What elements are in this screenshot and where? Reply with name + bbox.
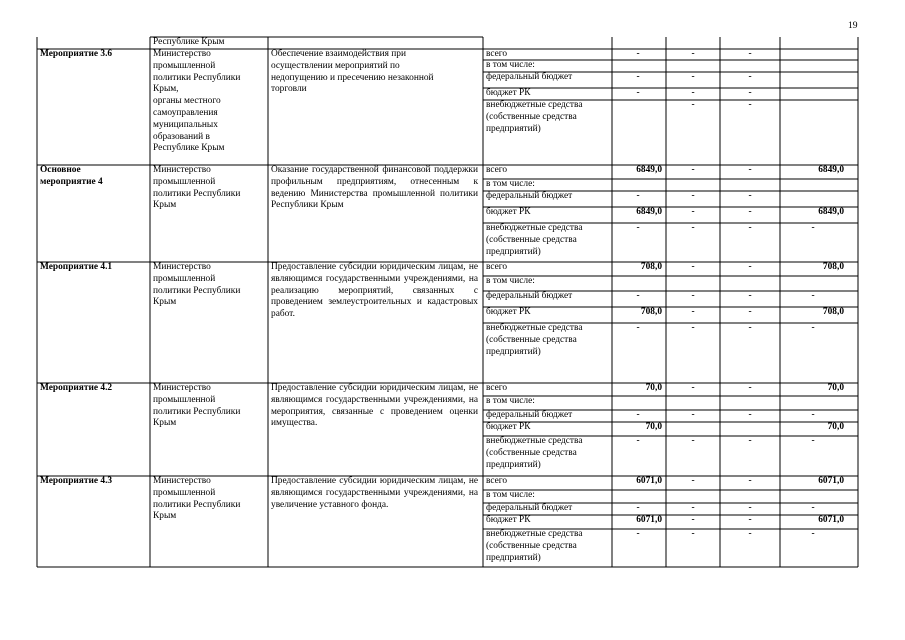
funding-source-label: всего xyxy=(486,165,508,175)
value-4: 6071,0 xyxy=(818,476,844,486)
value-2: - xyxy=(691,436,695,446)
value-4: - xyxy=(811,410,815,420)
funding-source-label: внебюджетные средства (собственные средства предприятий) xyxy=(486,436,583,470)
value-3: - xyxy=(748,72,752,82)
value-3: - xyxy=(748,88,752,98)
funding-source-label: в том числе: xyxy=(486,396,535,406)
value-2: - xyxy=(691,323,695,333)
value-2: - xyxy=(691,383,695,393)
funding-source-label: внебюджетные средства (собственные средства предприятий) xyxy=(486,529,583,563)
value-2: - xyxy=(691,100,695,110)
value-3: - xyxy=(748,207,752,217)
value-2: - xyxy=(691,476,695,486)
value-total: 70,0 xyxy=(645,422,662,432)
value-2: - xyxy=(691,191,695,201)
value-4: 6849,0 xyxy=(818,207,844,217)
activity-name: Мероприятие 4.1 xyxy=(40,262,113,272)
activity-description: Оказание государственной финансовой поддержки профильным предприятиям, отнесенным к ведению Министерства промышленной политики Республики Крым xyxy=(271,165,478,211)
funding-source-label: федеральный бюджет xyxy=(486,291,573,301)
activity-description: Предоставление субсидии юридическим лицам, не являющимся государственными учреждениями, на увеличение уставного фонда. xyxy=(271,476,478,510)
value-2: - xyxy=(691,207,695,217)
value-3: - xyxy=(748,223,752,233)
funding-source-label: в том числе: xyxy=(486,490,535,500)
value-4: 70,0 xyxy=(827,383,844,393)
activity-executor: Министерство промышленной политики Республики Крым xyxy=(153,165,241,211)
value-total: 6849,0 xyxy=(636,207,662,217)
value-2: - xyxy=(691,49,695,59)
value-3: - xyxy=(748,323,752,333)
value-2: - xyxy=(691,223,695,233)
funding-source-label: всего xyxy=(486,383,508,393)
value-4: - xyxy=(811,323,815,333)
value-4: 708,0 xyxy=(822,307,844,317)
value-3: - xyxy=(748,307,752,317)
activity-executor: Министерство промышленной политики Республики Крым, органы местного самоуправления муниципальных образований в Республике Крым xyxy=(153,49,241,154)
value-3: - xyxy=(748,503,752,513)
value-4: 70,0 xyxy=(827,422,844,432)
value-4: 6849,0 xyxy=(818,165,844,175)
funding-source-label: бюджет РК xyxy=(486,422,531,432)
activity-executor: Министерство промышленной политики Республики Крым xyxy=(153,262,241,308)
activity-executor: Министерство промышленной политики Республики Крым xyxy=(153,383,241,429)
funding-source-label: в том числе: xyxy=(486,179,535,189)
value-3: - xyxy=(748,165,752,175)
value-total: - xyxy=(636,436,640,446)
activity-name: Мероприятие 4.3 xyxy=(40,476,113,486)
funding-source-label: внебюджетные средства (собственные средства предприятий) xyxy=(486,223,583,257)
funding-source-label: всего xyxy=(486,49,508,59)
value-2: - xyxy=(691,515,695,525)
funding-source-label: федеральный бюджет xyxy=(486,72,573,82)
value-3: - xyxy=(748,49,752,59)
value-total: - xyxy=(636,529,640,539)
funding-source-label: федеральный бюджет xyxy=(486,503,573,513)
funding-source-label: бюджет РК xyxy=(486,515,531,525)
funding-source-label: в том числе: xyxy=(486,60,535,70)
value-4: - xyxy=(811,529,815,539)
value-total: - xyxy=(636,291,640,301)
value-2: - xyxy=(691,529,695,539)
value-3: - xyxy=(748,191,752,201)
carry-over-text: Республике Крым xyxy=(153,37,225,47)
funding-source-label: федеральный бюджет xyxy=(486,410,573,420)
value-total: - xyxy=(636,223,640,233)
value-4: - xyxy=(811,436,815,446)
value-total: - xyxy=(636,49,640,59)
value-3: - xyxy=(748,100,752,110)
value-3: - xyxy=(748,515,752,525)
value-total: 6071,0 xyxy=(636,476,662,486)
funding-source-label: бюджет РК xyxy=(486,207,531,217)
value-4: 6071,0 xyxy=(818,515,844,525)
value-total: - xyxy=(636,503,640,513)
funding-source-label: внебюджетные средства (собственные средства предприятий) xyxy=(486,100,583,134)
activity-description: Предоставление субсидии юридическим лицам, не являющимся государственными учреждениями, на мероприятия, связанные с проведением оценки имущества. xyxy=(271,383,478,429)
funding-source-label: всего xyxy=(486,262,508,272)
value-2: - xyxy=(691,291,695,301)
value-total: 6849,0 xyxy=(636,165,662,175)
value-4: - xyxy=(811,503,815,513)
funding-source-label: всего xyxy=(486,476,508,486)
value-3: - xyxy=(748,476,752,486)
activity-name: Мероприятие 3.6 xyxy=(40,49,113,59)
funding-source-label: внебюджетные средства (собственные средства предприятий) xyxy=(486,323,583,357)
value-3: - xyxy=(748,436,752,446)
page-number: 19 xyxy=(848,20,858,31)
funding-source-label: федеральный бюджет xyxy=(486,191,573,201)
value-4: - xyxy=(811,291,815,301)
value-2: - xyxy=(691,72,695,82)
value-4: 708,0 xyxy=(822,262,844,272)
activity-description: Предоставление субсидии юридическим лицам, не являющимся государственными учреждениями, на реализацию мероприятий, связанных с проведением землеустроительных и кадастровых работ. xyxy=(271,262,478,320)
activity-executor: Министерство промышленной политики Республики Крым xyxy=(153,476,241,522)
value-2: - xyxy=(691,165,695,175)
value-total: - xyxy=(636,88,640,98)
value-total: 6071,0 xyxy=(636,515,662,525)
value-total: - xyxy=(636,72,640,82)
activity-name: Мероприятие 4.2 xyxy=(40,383,113,393)
value-2: - xyxy=(691,88,695,98)
funding-source-label: в том числе: xyxy=(486,276,535,286)
value-total: 708,0 xyxy=(640,262,662,272)
value-3: - xyxy=(748,529,752,539)
value-3: - xyxy=(748,383,752,393)
value-3: - xyxy=(748,262,752,272)
value-3: - xyxy=(748,291,752,301)
value-2: - xyxy=(691,410,695,420)
activity-description: Обеспечение взаимодействия при осуществлении мероприятий по недопущению и пресечению незаконной торговли xyxy=(271,49,434,95)
activity-name: Основное мероприятие 4 xyxy=(40,165,103,187)
funding-source-label: бюджет РК xyxy=(486,307,531,317)
funding-source-label: бюджет РК xyxy=(486,88,531,98)
value-2: - xyxy=(691,503,695,513)
value-total: - xyxy=(636,191,640,201)
value-total: 708,0 xyxy=(640,307,662,317)
value-total: - xyxy=(636,323,640,333)
value-total: 70,0 xyxy=(645,383,662,393)
value-total: - xyxy=(636,410,640,420)
value-2: - xyxy=(691,307,695,317)
value-2: - xyxy=(691,262,695,272)
value-4: - xyxy=(811,223,815,233)
value-3: - xyxy=(748,410,752,420)
